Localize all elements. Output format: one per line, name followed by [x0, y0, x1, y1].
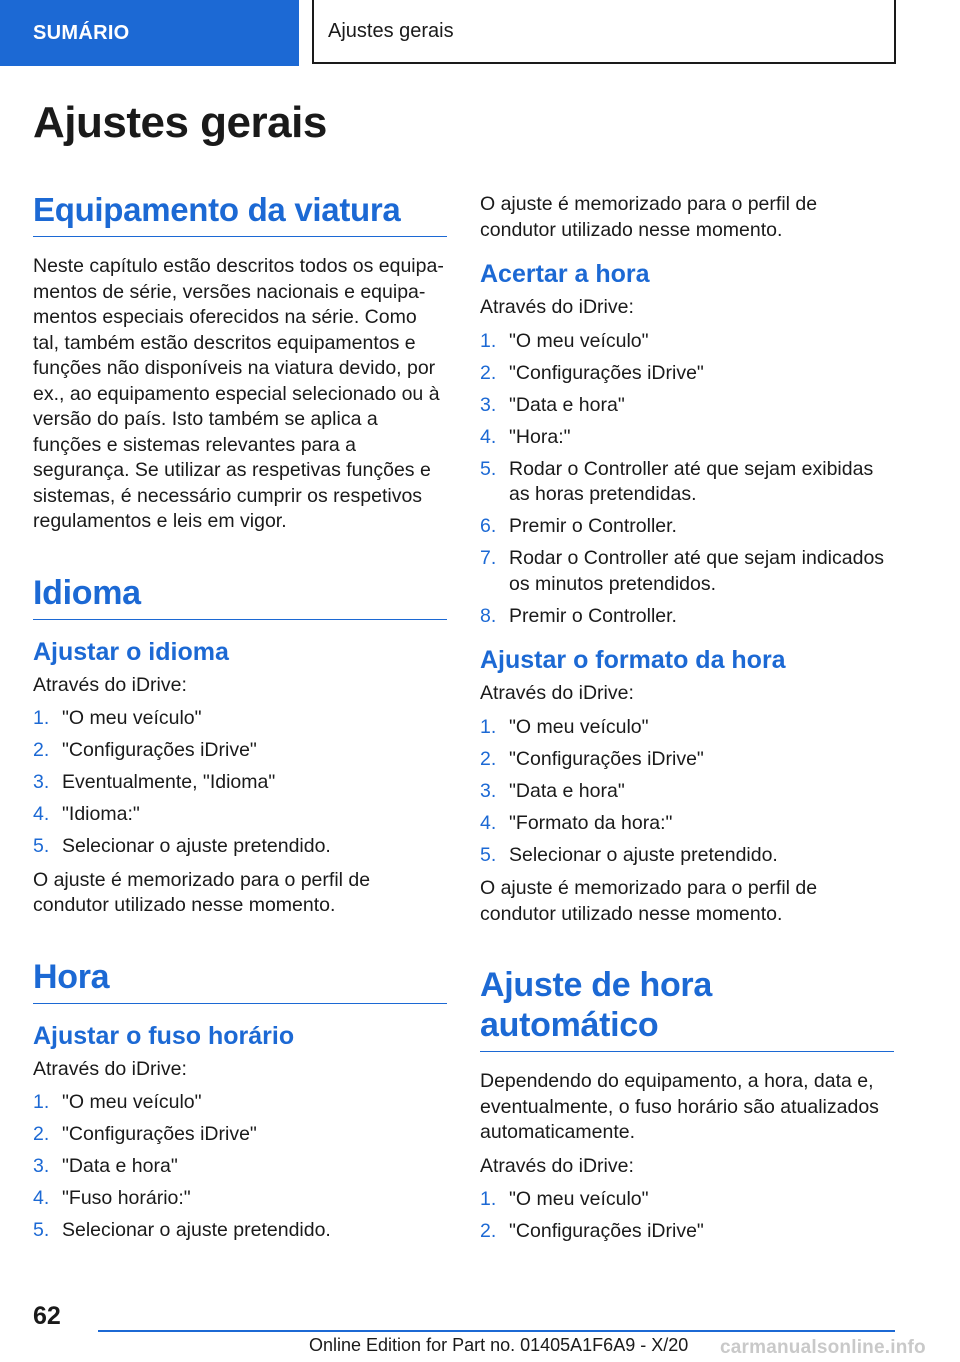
step-number: 3.: [480, 779, 497, 802]
list-item: [33, 1122, 447, 1148]
list-item: [33, 1090, 447, 1116]
idrive-intro: Através do iDrive:: [480, 296, 634, 318]
idrive-intro: Através do iDrive:: [480, 1154, 634, 1177]
list-item: [480, 457, 894, 508]
step-text: "Configurações iDrive": [509, 1220, 704, 1242]
step-text: "O meu veículo": [509, 329, 649, 352]
idrive-intro: Através do iDrive:: [33, 673, 187, 696]
step-number: 2.: [480, 361, 497, 384]
step-number: 1.: [480, 1188, 497, 1210]
step-number: 1.: [480, 329, 497, 352]
list-item: [33, 802, 447, 828]
step-text: "Data e hora": [509, 393, 625, 416]
step-text: "Idioma:": [62, 803, 140, 825]
breadcrumb-label: Ajustes gerais: [328, 19, 454, 42]
list-item: [480, 546, 894, 597]
list-item: [33, 770, 447, 796]
list-item: [480, 843, 894, 869]
step-text: Rodar o Controller até que sejam indicados os minutos pretendidos.: [509, 547, 885, 595]
list-item: [33, 738, 447, 764]
step-text: "Data e hora": [509, 779, 625, 802]
list-item: [33, 834, 447, 860]
section-heading-time: Hora: [33, 957, 447, 1004]
step-number: 7.: [480, 547, 497, 569]
step-text: "Configurações iDrive": [62, 1123, 257, 1145]
step-text: "Configurações iDrive": [509, 747, 704, 770]
edition-text: Online Edition for Part no. 01405A1F6A9 - X/20: [309, 1335, 689, 1355]
step-number: 5.: [33, 1219, 50, 1241]
subheading-set-language: Ajustar o idioma: [33, 637, 229, 666]
profile-note: O ajuste é memorizado para o perfil de condutor utilizado nesse momento.: [480, 193, 818, 241]
summary-tab[interactable]: SUMÁRIO: [0, 0, 299, 66]
step-number: 4.: [480, 811, 497, 834]
step-number: 4.: [33, 803, 50, 825]
step-text: Premir o Controller.: [509, 515, 677, 537]
step-text: "Configurações iDrive": [62, 739, 257, 761]
list-item: [480, 514, 894, 540]
step-text: Selecionar o ajuste pretendido.: [509, 843, 778, 866]
list-item: [480, 425, 894, 451]
step-text: "Hora:": [509, 425, 571, 448]
step-number: 3.: [33, 771, 50, 793]
step-text: "O meu veículo": [62, 707, 202, 729]
step-number: 5.: [480, 843, 497, 866]
time-format-steps: [480, 715, 894, 869]
list-item: [33, 1186, 447, 1212]
equipment-paragraph: Neste capítulo estão descritos todos os equipamentos de série, versões nacionais e equipamentos especiais oferecidos na série. Como tal, também estão descritos equipamentos e funções não disponíveis na viatura devido, por ex., ao equipamento especial selecionado ou à versão do país. Isto também se aplica a funções e sistemas relevantes para a segurança. Se utilizar as respetivas funções e sistemas, é necessário cumprir os respetivos regulamentos e leis em vigor.: [33, 255, 444, 532]
list-item: [480, 393, 894, 419]
footer-divider: [98, 1330, 895, 1332]
step-text: "Formato da hora:": [509, 811, 673, 834]
step-number: 5.: [480, 457, 497, 480]
step-text: Selecionar o ajuste pretendido.: [62, 1219, 331, 1241]
step-text: Rodar o Controller até que sejam exibidas as horas pretendidas.: [509, 457, 874, 505]
right-column: [480, 192, 894, 1253]
left-column: [33, 190, 447, 1252]
list-item: [480, 329, 894, 355]
profile-note: O ajuste é memorizado para o perfil de condutor utilizado nesse momento.: [480, 877, 818, 925]
list-item: [33, 1218, 447, 1244]
step-number: 3.: [33, 1155, 50, 1177]
list-item: [33, 1154, 447, 1180]
step-text: Selecionar o ajuste pretendido.: [62, 835, 331, 857]
step-number: 3.: [480, 393, 497, 416]
step-number: 2.: [480, 747, 497, 770]
step-text: "Fuso horário:": [62, 1187, 191, 1209]
step-text: "O meu veículo": [509, 1188, 649, 1210]
step-number: 1.: [480, 715, 497, 738]
step-number: 2.: [480, 1220, 497, 1242]
step-number: 6.: [480, 515, 497, 537]
subheading-time-zone: Ajustar o fuso horário: [33, 1021, 295, 1050]
subheading-set-time: Acertar a hora: [480, 260, 650, 288]
list-item: [480, 715, 894, 741]
list-item: [480, 361, 894, 387]
set-time-steps: [480, 329, 894, 630]
top-bar: [0, 0, 960, 66]
auto-time-steps: [480, 1187, 894, 1245]
language-steps: [33, 706, 447, 860]
step-text: "Data e hora": [62, 1155, 178, 1177]
idrive-intro: Através do iDrive:: [480, 682, 634, 704]
page-title: Ajustes gerais: [33, 98, 327, 147]
step-text: "Configurações iDrive": [509, 361, 704, 384]
step-text: "O meu veículo": [62, 1091, 202, 1113]
step-number: 4.: [480, 425, 497, 448]
list-item: [480, 747, 894, 773]
step-number: 5.: [33, 835, 50, 857]
subheading-time-format: Ajustar o formato da hora: [480, 646, 786, 674]
step-number: 1.: [33, 707, 50, 729]
list-item: [480, 779, 894, 805]
list-item: [480, 811, 894, 837]
step-number: 2.: [33, 739, 50, 761]
step-text: Eventualmente, "Idioma": [62, 771, 276, 793]
step-text: Premir o Controller.: [509, 604, 677, 627]
step-number: 8.: [480, 604, 497, 627]
section-heading-language: Idioma: [33, 573, 447, 620]
list-item: [480, 604, 894, 630]
step-number: 2.: [33, 1123, 50, 1145]
list-item: [480, 1219, 894, 1245]
section-heading-auto-time: Ajuste de hora automático: [480, 965, 894, 1052]
list-item: [33, 706, 447, 732]
breadcrumb: [312, 0, 896, 64]
timezone-steps: [33, 1090, 447, 1244]
profile-note: O ajuste é memorizado para o perfil de condutor utilizado nesse momento.: [33, 868, 371, 916]
section-heading-equipment: Equipamento da viatura: [33, 190, 447, 237]
step-number: 1.: [33, 1091, 50, 1113]
auto-time-paragraph: Dependendo do equipamento, a hora, data e, eventualmente, o fuso horário são atualizados automaticamente.: [480, 1070, 879, 1143]
step-number: 4.: [33, 1187, 50, 1209]
list-item: [480, 1187, 894, 1213]
watermark: carmanualsonline.info: [720, 1337, 926, 1358]
idrive-intro: Através do iDrive:: [33, 1057, 187, 1080]
page-number: 62: [33, 1302, 61, 1330]
step-text: "O meu veículo": [509, 715, 649, 738]
